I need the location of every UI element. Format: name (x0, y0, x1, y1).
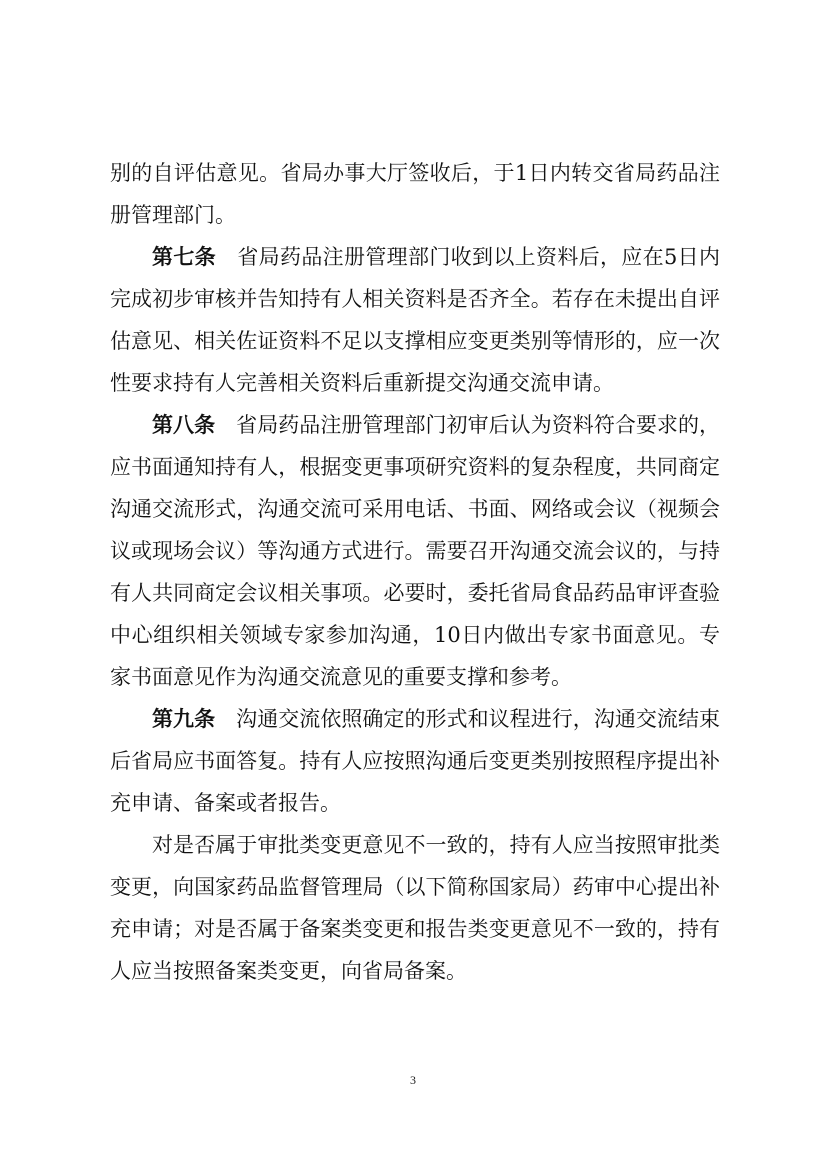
paragraph-article-7 (110, 236, 720, 404)
article-heading: 第九条 (152, 707, 216, 731)
paragraph-article-8 (110, 404, 720, 698)
article-heading: 第八条 (152, 413, 216, 437)
paragraph-text: 省局药品注册管理部门初审后认为资料符合要求的，应书面通知持有人，根据变更事项研究资料的复杂程度，共同商定沟通交流形式，沟通交流可采用电话、书面、网络或会议（视频会议或现场会议）等沟通方式进行。需要召开沟通交流会议的，与持有人共同商定会议相关事项。必要时，委托省局食品药品审评查验中心组织相关领域专家参加沟通，10日内做出专家书面意见。专家书面意见作为沟通交流意见的重要支撑和参考。 (110, 413, 721, 689)
paragraph-continuation (110, 152, 720, 236)
paragraph-text: 别的自评估意见。省局办事大厅签收后，于1日内转交省局药品注册管理部门。 (110, 161, 720, 227)
page-number: 3 (410, 1073, 416, 1087)
paragraph-text: 对是否属于审批类变更意见不一致的，持有人应当按照审批类变更，向国家药品监督管理局（以下简称国家局）药审中心提出补充申请；对是否属于备案类变更和报告类变更意见不一致的，持有人应当按照备案类变更，向省局备案。 (110, 833, 720, 983)
article-heading: 第七条 (152, 245, 216, 269)
paragraph-article-9 (110, 698, 720, 824)
paragraph-text: 省局药品注册管理部门收到以上资料后，应在5日内完成初步审核并告知持有人相关资料是否齐全。若存在未提出自评估意见、相关佐证资料不足以支撑相应变更类别等情形的，应一次性要求持有人完善相关资料后重新提交沟通交流申请。 (110, 245, 721, 395)
paragraph-text: 沟通交流依照确定的形式和议程进行，沟通交流结束后省局应书面答复。持有人应按照沟通后变更类别按照程序提出补充申请、备案或者报告。 (110, 707, 721, 815)
paragraph-article-9-continued (110, 824, 720, 992)
document-body (110, 152, 720, 992)
